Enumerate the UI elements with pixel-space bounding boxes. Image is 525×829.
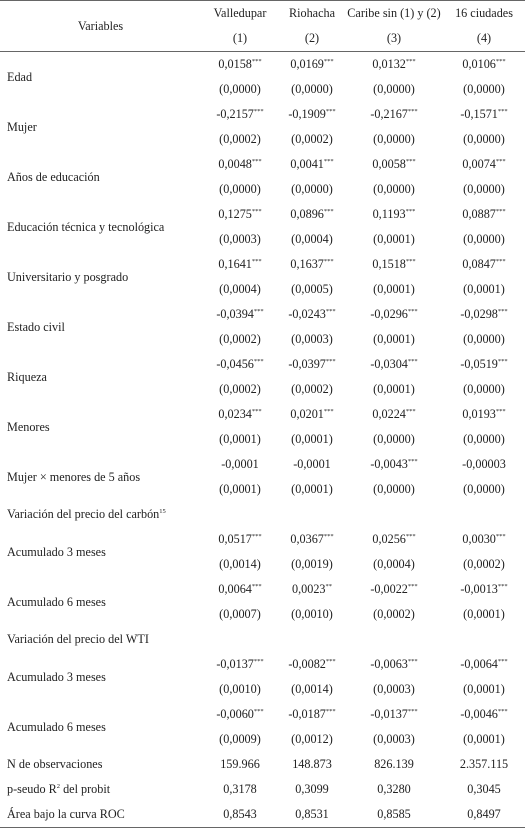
significance-stars: *** — [407, 658, 418, 665]
coefficient-value: -0,0298 — [460, 307, 498, 321]
significance-stars: *** — [407, 583, 418, 590]
coefficient-value: -0,1909 — [288, 107, 326, 121]
coefficient-row — [0, 527, 525, 552]
significance-stars: *** — [405, 208, 416, 215]
coefficient-value: -0,0064 — [460, 657, 498, 671]
coefficient-cell — [443, 52, 525, 78]
standard-error-cell: (0,0010) — [291, 607, 333, 621]
standard-error-cell: (0,0014) — [291, 682, 333, 696]
coefficient-cell — [279, 302, 345, 327]
coefficient-value: -0,0063 — [370, 657, 408, 671]
coefficient-row — [0, 202, 525, 227]
coefficient-value: 0,0023 — [291, 582, 326, 596]
coefficient-cell — [201, 52, 279, 78]
coefficient-value: -0,1571 — [460, 107, 498, 121]
section-row — [0, 502, 525, 527]
coefficient-value: 0,0517 — [218, 532, 252, 546]
coefficient-cell — [345, 252, 443, 277]
coefficient-value: -0,0519 — [460, 357, 498, 371]
section-label — [0, 627, 525, 652]
standard-error-cell: (0,0001) — [219, 482, 261, 496]
summary-label — [0, 777, 201, 802]
coefficient-cell — [443, 152, 525, 177]
coefficient-value: 0,1641 — [218, 257, 252, 271]
significance-stars: *** — [323, 158, 334, 165]
coefficient-value: -0,0456 — [216, 357, 254, 371]
variable-label: Acumulado 3 meses — [7, 669, 106, 684]
coefficient-row — [0, 352, 525, 377]
footnote-marker: 15 — [159, 508, 166, 515]
coefficient-value: 0,0367 — [290, 532, 324, 546]
summary-value: 0,8531 — [279, 802, 345, 828]
significance-stars: *** — [495, 208, 506, 215]
variable-label: Estado civil — [7, 319, 65, 334]
standard-error-cell: (0,0001) — [373, 282, 415, 296]
significance-stars: *** — [497, 358, 508, 365]
summary-value: 0,8497 — [443, 802, 525, 828]
coefficient-value: 0,0041 — [290, 157, 324, 171]
coefficient-value: 0,0158 — [218, 57, 252, 71]
standard-error-cell: (0,0014) — [219, 557, 261, 571]
standard-error-cell: (0,0009) — [219, 732, 261, 746]
coefficient-cell — [201, 452, 279, 477]
significance-stars: *** — [405, 258, 416, 265]
summary-row — [0, 777, 525, 802]
coefficient-cell — [345, 402, 443, 427]
significance-stars: *** — [405, 58, 416, 65]
coefficient-cell — [443, 652, 525, 677]
standard-error-cell: (0,0000) — [373, 182, 415, 196]
coefficient-value: -0,0001 — [221, 457, 259, 471]
coefficient-value: 0,0847 — [462, 257, 496, 271]
significance-stars: *** — [253, 708, 264, 715]
column-header-name: 16 ciudades — [443, 1, 525, 27]
significance-stars: *** — [253, 108, 264, 115]
significance-stars: *** — [497, 583, 508, 590]
coefficient-value: -0,2157 — [216, 107, 254, 121]
significance-stars: *** — [251, 258, 262, 265]
significance-stars: *** — [497, 308, 508, 315]
coefficient-cell — [443, 302, 525, 327]
coefficient-row — [0, 452, 525, 477]
coefficient-value: -0,0187 — [288, 707, 326, 721]
significance-stars: *** — [251, 208, 262, 215]
summary-row — [0, 802, 525, 828]
standard-error-cell: (0,0001) — [291, 482, 333, 496]
coefficient-cell — [345, 452, 443, 477]
summary-value: 0,8543 — [201, 802, 279, 828]
section-label — [0, 502, 525, 527]
standard-error-cell: (0,0002) — [463, 557, 505, 571]
standard-error-cell: (0,0000) — [463, 432, 505, 446]
coefficient-cell — [279, 527, 345, 552]
coefficient-row — [0, 577, 525, 602]
standard-error-cell: (0,0004) — [219, 282, 261, 296]
coefficient-value: 0,0058 — [372, 157, 406, 171]
significance-stars: *** — [325, 708, 336, 715]
coefficient-value: 0,0169 — [290, 57, 324, 71]
variable-label: Edad — [7, 69, 33, 84]
coefficient-cell — [443, 402, 525, 427]
standard-error-cell: (0,0001) — [291, 432, 333, 446]
variable-label: Mujer × menores de 5 años — [7, 469, 141, 484]
coefficient-value: 0,0106 — [462, 57, 496, 71]
standard-error-cell: (0,0000) — [463, 232, 505, 246]
coefficient-cell — [201, 252, 279, 277]
coefficient-cell — [279, 402, 345, 427]
coefficient-value: -0,0304 — [370, 357, 408, 371]
summary-label — [0, 752, 201, 777]
standard-error-cell: (0,0004) — [373, 557, 415, 571]
summary-value: 0,3280 — [377, 782, 411, 796]
summary-value: 148.873 — [292, 757, 332, 771]
standard-error-cell: (0,0002) — [291, 382, 333, 396]
standard-error-cell: (0,0002) — [373, 607, 415, 621]
coefficient-value: -0,0397 — [288, 357, 326, 371]
coefficient-cell — [201, 352, 279, 377]
coefficient-cell — [279, 702, 345, 727]
significance-stars: *** — [407, 708, 418, 715]
standard-error-cell: (0,0001) — [463, 607, 505, 621]
standard-error-cell: (0,0003) — [219, 232, 261, 246]
coefficient-value: -0,0001 — [293, 457, 331, 471]
coefficient-cell — [279, 252, 345, 277]
coefficient-cell — [345, 152, 443, 177]
summary-value: 0,3099 — [295, 782, 329, 796]
coefficient-cell — [345, 352, 443, 377]
variable-label: Riqueza — [7, 369, 47, 384]
coefficient-value: 0,0896 — [290, 207, 324, 221]
significance-stars: *** — [253, 308, 264, 315]
significance-stars: *** — [251, 408, 262, 415]
standard-error-cell: (0,0000) — [219, 82, 261, 96]
coefficient-cell — [443, 527, 525, 552]
table-header — [0, 1, 525, 52]
standard-error-cell: (0,0000) — [373, 482, 415, 496]
significance-stars: *** — [405, 158, 416, 165]
standard-error-cell: (0,0001) — [373, 232, 415, 246]
column-header-name: Valledupar — [201, 1, 279, 27]
coefficient-cell — [443, 702, 525, 727]
coefficient-value: 0,0074 — [462, 157, 496, 171]
coefficient-value: -0,2167 — [370, 107, 408, 121]
coefficient-row — [0, 302, 525, 327]
coefficient-value: -0,0022 — [370, 582, 408, 596]
standard-error-cell: (0,0000) — [463, 332, 505, 346]
summary-value: 2.357.115 — [459, 757, 509, 771]
coefficient-cell — [345, 702, 443, 727]
significance-stars: *** — [325, 308, 336, 315]
variable-label: Universitario y posgrado — [7, 269, 129, 284]
coefficient-value: -0,0243 — [288, 307, 326, 321]
coefficient-value: 0,0048 — [218, 157, 252, 171]
coefficient-row — [0, 652, 525, 677]
standard-error-cell: (0,0000) — [373, 82, 415, 96]
coefficient-row — [0, 52, 525, 78]
standard-error-cell: (0,0003) — [291, 332, 333, 346]
column-header-number: (4) — [443, 26, 525, 52]
standard-error-cell: (0,0000) — [463, 182, 505, 196]
coefficient-value: -0,00003 — [462, 457, 506, 471]
significance-stars: *** — [405, 408, 416, 415]
coefficient-cell — [279, 202, 345, 227]
standard-error-cell: (0,0001) — [373, 332, 415, 346]
significance-stars: *** — [323, 533, 334, 540]
coefficient-cell — [201, 702, 279, 727]
superscript: 2 — [56, 783, 61, 790]
standard-error-cell: (0,0000) — [291, 182, 333, 196]
significance-stars: *** — [253, 358, 264, 365]
coefficient-value: -0,0082 — [288, 657, 326, 671]
standard-error-cell: (0,0019) — [291, 557, 333, 571]
coefficient-value: 0,0887 — [462, 207, 496, 221]
coefficient-value: -0,0137 — [370, 707, 408, 721]
coefficient-cell — [201, 402, 279, 427]
standard-error-cell: (0,0000) — [463, 482, 505, 496]
standard-error-cell: (0,0001) — [463, 282, 505, 296]
significance-stars: *** — [323, 58, 334, 65]
section-label-text: Variación del precio del WTI — [7, 632, 149, 646]
standard-error-cell: (0,0000) — [463, 82, 505, 96]
coefficient-cell — [279, 52, 345, 78]
standard-error-cell: (0,0002) — [291, 132, 333, 146]
significance-stars: *** — [495, 158, 506, 165]
standard-error-cell: (0,0004) — [291, 232, 333, 246]
significance-stars: ** — [325, 583, 332, 590]
summary-label-text: Área bajo la curva ROC — [7, 807, 125, 821]
coefficient-cell — [443, 102, 525, 127]
standard-error-cell: (0,0001) — [373, 382, 415, 396]
column-header-name: Riohacha — [279, 1, 345, 27]
standard-error-cell: (0,0003) — [373, 732, 415, 746]
standard-error-cell: (0,0002) — [219, 332, 261, 346]
coefficient-value: -0,0296 — [370, 307, 408, 321]
coefficient-cell — [279, 452, 345, 477]
standard-error-cell: (0,0012) — [291, 732, 333, 746]
significance-stars: *** — [407, 108, 418, 115]
coefficient-cell — [201, 152, 279, 177]
coefficient-cell — [201, 302, 279, 327]
variable-label: Acumulado 6 meses — [7, 719, 106, 734]
significance-stars: *** — [405, 533, 416, 540]
significance-stars: *** — [497, 108, 508, 115]
standard-error-cell: (0,0001) — [219, 432, 261, 446]
coefficient-value: 0,1193 — [372, 207, 406, 221]
significance-stars: *** — [323, 408, 334, 415]
coefficient-cell — [345, 302, 443, 327]
summary-label-text: p-seudo R — [7, 782, 57, 796]
column-header-number: (3) — [345, 26, 443, 52]
variable-label: Mujer — [7, 119, 37, 134]
summary-label-text: N de observaciones — [7, 757, 103, 771]
header-row-names — [0, 1, 525, 27]
standard-error-cell: (0,0000) — [373, 432, 415, 446]
significance-stars: *** — [253, 658, 264, 665]
coefficient-row — [0, 402, 525, 427]
section-label-text: Variación del precio del carbón — [7, 507, 160, 521]
significance-stars: *** — [407, 308, 418, 315]
column-header-number: (1) — [201, 26, 279, 52]
summary-value: 826.139 — [374, 757, 414, 771]
standard-error-cell: (0,0002) — [219, 382, 261, 396]
coefficient-value: -0,0060 — [216, 707, 254, 721]
coefficient-cell — [201, 102, 279, 127]
coefficient-value: -0,0013 — [460, 582, 498, 596]
coefficient-value: -0,0043 — [370, 457, 408, 471]
coefficient-row — [0, 702, 525, 727]
coefficient-cell — [345, 202, 443, 227]
significance-stars: *** — [495, 533, 506, 540]
coefficient-cell — [201, 577, 279, 602]
coefficient-value: 0,0234 — [218, 407, 252, 421]
coefficient-cell — [201, 652, 279, 677]
standard-error-cell: (0,0001) — [463, 682, 505, 696]
coefficient-cell — [279, 352, 345, 377]
coefficient-value: 0,1275 — [218, 207, 252, 221]
coefficient-cell — [201, 202, 279, 227]
coefficient-row — [0, 102, 525, 127]
significance-stars: *** — [251, 583, 262, 590]
coefficient-cell — [279, 102, 345, 127]
coefficient-cell — [279, 652, 345, 677]
variables-header: Variables — [0, 1, 201, 52]
coefficient-cell — [345, 577, 443, 602]
significance-stars: *** — [407, 458, 418, 465]
coefficient-value: -0,0394 — [216, 307, 254, 321]
column-header-name: Caribe sin (1) y (2) — [345, 1, 443, 27]
summary-label — [0, 802, 201, 828]
standard-error-cell: (0,0005) — [291, 282, 333, 296]
standard-error-cell: (0,0002) — [219, 132, 261, 146]
coefficient-value: 0,0030 — [462, 532, 496, 546]
variable-label: Acumulado 3 meses — [7, 544, 106, 559]
coefficient-cell — [345, 527, 443, 552]
summary-value: 159.966 — [220, 757, 260, 771]
coefficient-row — [0, 152, 525, 177]
variable-label: Menores — [7, 419, 50, 434]
coefficient-value: 0,1637 — [290, 257, 324, 271]
coefficient-value: 0,0201 — [290, 407, 324, 421]
coefficient-cell — [345, 102, 443, 127]
significance-stars: *** — [323, 258, 334, 265]
significance-stars: *** — [407, 358, 418, 365]
table-body — [0, 52, 525, 828]
column-header-number: (2) — [279, 26, 345, 52]
coefficient-cell — [443, 577, 525, 602]
significance-stars: *** — [251, 58, 262, 65]
significance-stars: *** — [325, 358, 336, 365]
significance-stars: *** — [251, 533, 262, 540]
standard-error-cell: (0,0000) — [463, 132, 505, 146]
coefficient-value: 0,0224 — [372, 407, 406, 421]
variable-label: Años de educación — [7, 169, 100, 184]
coefficient-value: 0,0064 — [218, 582, 252, 596]
standard-error-cell: (0,0001) — [463, 732, 505, 746]
coefficient-cell — [279, 152, 345, 177]
standard-error-cell: (0,0007) — [219, 607, 261, 621]
coefficient-cell — [345, 652, 443, 677]
summary-value: 0,3045 — [467, 782, 501, 796]
coefficient-value: -0,0046 — [460, 707, 498, 721]
significance-stars: *** — [325, 658, 336, 665]
summary-row — [0, 752, 525, 777]
coefficient-cell — [443, 352, 525, 377]
significance-stars: *** — [495, 408, 506, 415]
variable-label: Acumulado 6 meses — [7, 594, 106, 609]
significance-stars: *** — [495, 58, 506, 65]
coefficient-value: 0,0193 — [462, 407, 496, 421]
standard-error-cell: (0,0010) — [219, 682, 261, 696]
coefficient-cell — [201, 527, 279, 552]
summary-value: 0,3178 — [223, 782, 257, 796]
significance-stars: *** — [251, 158, 262, 165]
coefficient-cell — [443, 252, 525, 277]
standard-error-cell: (0,0000) — [373, 132, 415, 146]
standard-error-cell: (0,0000) — [291, 82, 333, 96]
section-row — [0, 627, 525, 652]
summary-label-suffix: del probit — [60, 782, 111, 796]
coefficient-value: 0,0256 — [372, 532, 406, 546]
coefficient-cell — [443, 202, 525, 227]
standard-error-cell: (0,0000) — [463, 382, 505, 396]
standard-error-cell: (0,0000) — [219, 182, 261, 196]
coefficient-value: 0,0132 — [372, 57, 406, 71]
summary-value: 0,8585 — [345, 802, 443, 828]
significance-stars: *** — [323, 208, 334, 215]
coefficient-cell — [443, 452, 525, 477]
significance-stars: *** — [495, 258, 506, 265]
standard-error-cell: (0,0003) — [373, 682, 415, 696]
significance-stars: *** — [497, 658, 508, 665]
coefficient-cell — [279, 577, 345, 602]
coefficient-cell — [345, 52, 443, 78]
coefficient-row — [0, 252, 525, 277]
coefficient-value: 0,1518 — [372, 257, 406, 271]
coefficient-value: -0,0137 — [216, 657, 254, 671]
variable-label: Educación técnica y tecnológica — [7, 219, 165, 234]
significance-stars: *** — [497, 708, 508, 715]
significance-stars: *** — [325, 108, 336, 115]
